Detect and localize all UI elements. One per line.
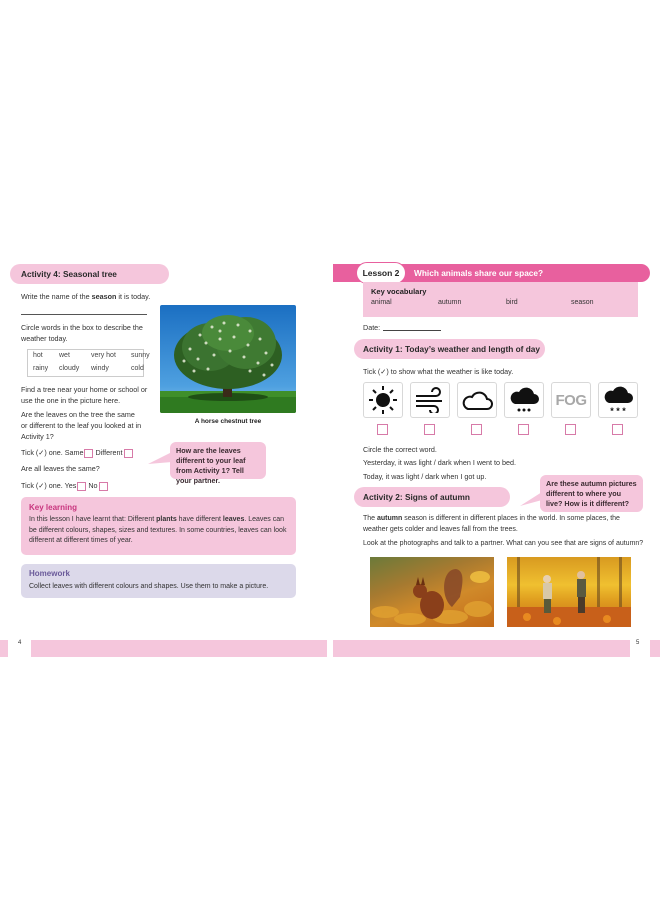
- tree-image-caption: A horse chestnut tree: [194, 418, 262, 425]
- cloud-icon: [461, 389, 493, 411]
- snow-cloud-icon-card[interactable]: [598, 382, 638, 418]
- fog-icon: FOG: [555, 391, 587, 409]
- children-leaves-illustration: [507, 557, 631, 627]
- autumn-paragraph: The autumn season is different in different places in the world. In some places, the weather gets colder and leaves fall from the trees.: [363, 515, 620, 533]
- autumn-speech-bubble: Are these autumn pictures different to where you live? How is it different?: [540, 475, 643, 512]
- key-learning-text: In this lesson I have learnt that: Different plants have different leaves. Leaves can be different colours, shapes, sizes and textures. In some countries, leaves can look different at different times of year.: [29, 516, 287, 544]
- weather-icons-row: [363, 382, 625, 434]
- autumn-bubble-tail: [520, 492, 542, 508]
- fog-checkbox[interactable]: [565, 424, 576, 435]
- cloud-icon-card[interactable]: [457, 382, 497, 418]
- activity2-title: Activity 2: Signs of autumn: [363, 492, 470, 502]
- find-tree-text: Find a tree near your home or school or use the one in the picture here.: [21, 385, 148, 405]
- word-hot[interactable]: hot: [33, 352, 43, 359]
- right-footer-bar: [333, 640, 630, 657]
- season-answer-line[interactable]: [21, 314, 147, 315]
- activity1-title: Activity 1: Today’s weather and length of day: [363, 344, 541, 354]
- fog-icon-card[interactable]: [551, 382, 591, 418]
- word-cloudy[interactable]: cloudy: [59, 364, 80, 372]
- squirrel-autumn-photo: [370, 557, 494, 627]
- rain-cloud-icon-card[interactable]: [504, 382, 544, 418]
- wind-icon-card[interactable]: [410, 382, 450, 418]
- homework-box: [21, 564, 296, 598]
- today-sentence[interactable]: Today, it was light / dark when I got up.: [363, 472, 487, 481]
- horse-chestnut-tree-image: [160, 305, 296, 413]
- cloudy-checkbox[interactable]: [471, 424, 482, 435]
- snowy-checkbox[interactable]: [612, 424, 623, 435]
- write-season-prompt: Write the name of the season it is today.: [21, 292, 151, 301]
- activity4-header: [10, 264, 169, 284]
- right-page-number: 5: [636, 640, 640, 646]
- word-windy[interactable]: windy: [91, 364, 109, 372]
- left-page-number: 4: [18, 640, 22, 646]
- weather-tick-prompt: Tick (✓) to show what the weather is like today.: [363, 367, 514, 376]
- circle-correct-word: Circle the correct word.: [363, 445, 437, 454]
- word-very-hot[interactable]: very hot: [91, 352, 116, 359]
- season-bold: season: [91, 292, 117, 301]
- circle-words-prompt: Circle words in the box to describe the weather today.: [21, 323, 143, 343]
- different-checkbox[interactable]: [124, 449, 133, 458]
- vocab-season: season: [571, 299, 594, 306]
- word-cold[interactable]: cold: [131, 364, 144, 372]
- left-footer-bar: [31, 640, 327, 657]
- sun-icon-card[interactable]: [363, 382, 403, 418]
- lesson-title: Which animals share our space?: [414, 268, 544, 278]
- no-checkbox[interactable]: [99, 482, 108, 491]
- right-edge-bar: [650, 640, 660, 657]
- tree-illustration: [160, 305, 296, 413]
- leaves-speech-bubble: How are the leaves different to your leaf from Activity 1? Tell your partner.: [170, 442, 266, 479]
- sun-icon: [368, 385, 398, 415]
- yes-checkbox[interactable]: [77, 482, 86, 491]
- key-vocabulary-box: [363, 282, 638, 317]
- left-edge-bar: [0, 640, 8, 657]
- tick-yes-no-row: Tick (✓) one. Yes No: [21, 480, 161, 491]
- vocab-autumn: autumn: [438, 299, 462, 306]
- squirrel-illustration: [370, 557, 494, 627]
- date-input-line[interactable]: [383, 330, 441, 331]
- svg-text:* * *: * * *: [610, 406, 626, 415]
- windy-checkbox[interactable]: [424, 424, 435, 435]
- date-label: Date:: [363, 323, 381, 332]
- children-autumn-photo: [507, 557, 631, 627]
- key-vocabulary-title: Key vocabulary: [371, 287, 427, 296]
- word-wet[interactable]: wet: [59, 352, 70, 359]
- speech-bubble-tail: [148, 452, 172, 466]
- vocab-animal: animal: [371, 299, 392, 306]
- same-checkbox[interactable]: [84, 449, 93, 458]
- yesterday-sentence[interactable]: Yesterday, it was light / dark when I went to bed.: [363, 458, 517, 467]
- key-learning-box: [21, 497, 296, 555]
- tick-same-different-row: Tick (✓) one. Same Different: [21, 447, 161, 458]
- activity1-header: [354, 339, 545, 359]
- sunny-checkbox[interactable]: [377, 424, 388, 435]
- snow-cloud-icon: [602, 385, 634, 415]
- wind-icon: [414, 387, 446, 413]
- lesson-badge: Lesson 2: [356, 262, 406, 284]
- all-leaves-question: Are all leaves the same?: [21, 464, 100, 473]
- word-sunny[interactable]: sunny: [131, 352, 150, 359]
- key-learning-title: Key learning: [29, 503, 78, 512]
- homework-text: Collect leaves with different colours and shapes. Use them to make a picture.: [29, 583, 269, 590]
- word-rainy[interactable]: rainy: [33, 364, 49, 372]
- weather-word-box: [27, 349, 150, 377]
- vocab-bird: bird: [506, 299, 518, 306]
- activity2-header: [354, 487, 510, 507]
- look-photographs-text: Look at the photographs and talk to a partner. What can you see that are signs of autumn?: [363, 540, 644, 547]
- activity4-title: Activity 4: Seasonal tree: [21, 269, 117, 279]
- rainy-checkbox[interactable]: [518, 424, 529, 435]
- homework-title: Homework: [29, 569, 70, 578]
- leaves-question: Are the leaves on the tree the same or different to the leaf you looked at in Activity 1?: [21, 410, 142, 441]
- rain-cloud-icon: [508, 386, 540, 414]
